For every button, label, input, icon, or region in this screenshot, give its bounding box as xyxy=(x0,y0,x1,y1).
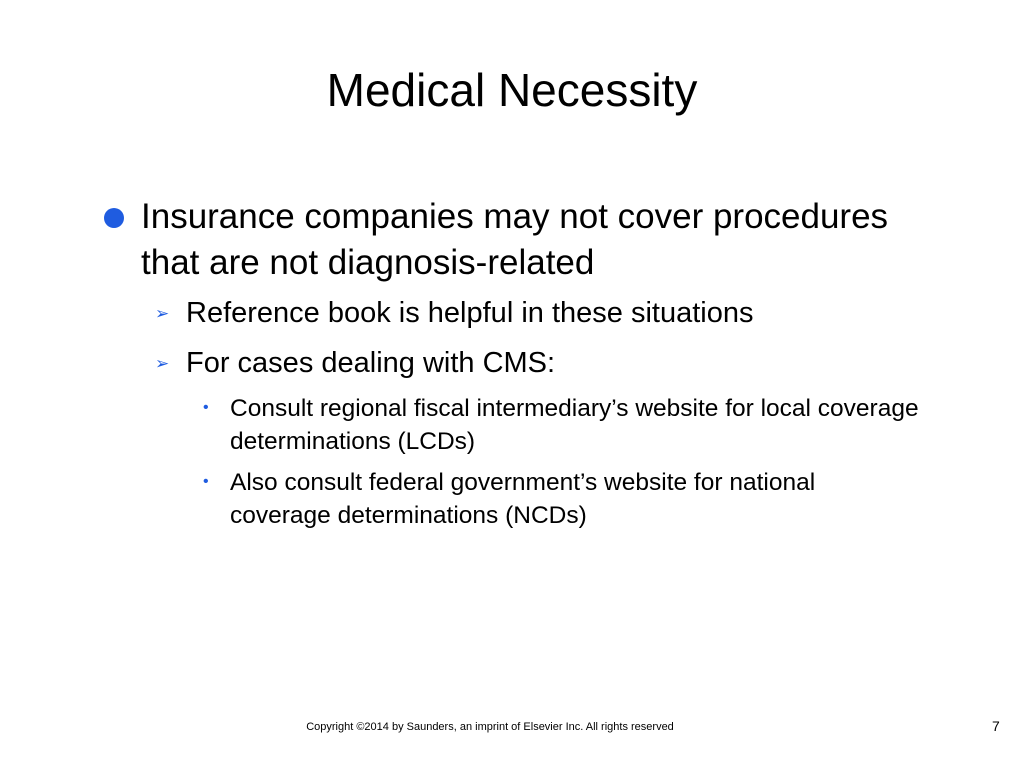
page-number: 7 xyxy=(992,718,1000,734)
arrow-bullet-icon: ➢ xyxy=(155,354,170,373)
sub-bullet-text: For cases dealing with CMS: xyxy=(186,347,556,379)
sub-sub-bullet-text: Consult regional fiscal intermediary’s website for local coverage determinations (LCDs) xyxy=(230,395,919,455)
footer-copyright: Copyright ©2014 by Saunders, an imprint of Elsevier Inc. All rights reserved xyxy=(306,721,674,733)
sub-sub-bullet-text: Also consult federal government’s website for national coverage determinations (NCDs) xyxy=(230,469,816,529)
dot-bullet-icon: • xyxy=(203,399,209,416)
filled-circle-bullet-icon xyxy=(104,208,124,228)
sub-bullet-text: Reference book is helpful in these situations xyxy=(186,297,754,329)
bullet-text: Insurance companies may not cover procedures that are not diagnosis-related xyxy=(141,197,889,282)
dot-bullet-icon: • xyxy=(203,473,209,490)
arrow-bullet-icon: ➢ xyxy=(155,304,170,323)
slide-title: Medical Necessity xyxy=(326,64,698,116)
